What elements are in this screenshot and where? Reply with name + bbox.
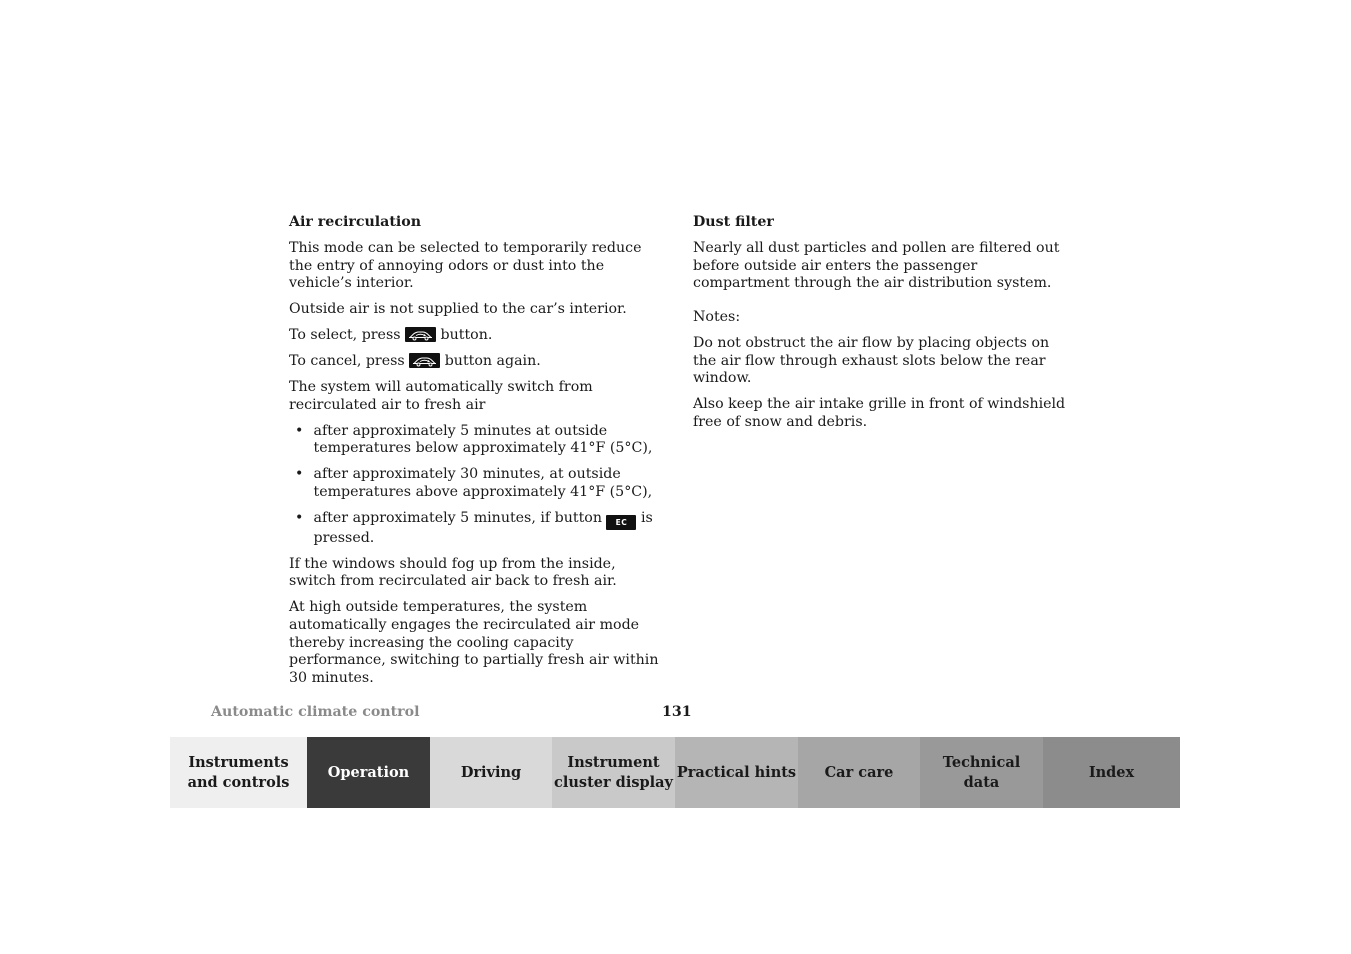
cancel-text-after: button again. — [444, 353, 541, 370]
tab-instruments-and-controls[interactable]: Instruments and controls — [170, 737, 307, 808]
air-recirculation-heading: Air recirculation — [289, 214, 422, 230]
list-item — [289, 510, 661, 548]
bullet-icon: • — [295, 422, 304, 439]
cancel-text-before: To cancel, press — [289, 353, 405, 370]
tab-operation[interactable]: Operation — [307, 737, 430, 808]
dust-filter-description: Nearly all dust particles and pollen are filtered out before outside air enters the passenger compartment through the air distribution system. — [693, 240, 1060, 292]
tab-technical-data[interactable]: Technical data — [920, 737, 1043, 808]
high-temperature-note: At high outside temperatures, the system automatically engages the recirculated air mode thereby increasing the cooling capacity performance, switching to partially fresh air within 30 minutes. — [289, 599, 659, 686]
left-column — [289, 212, 661, 696]
airflow-note: Do not obstruct the air flow by placing objects on the air flow through exhaust slots below the rear window. — [693, 335, 1050, 387]
list-item-text-before: after approximately 5 minutes, if button — [313, 509, 602, 526]
cancel-instruction — [289, 353, 661, 371]
intake-grille-note: Also keep the air intake grille in front of windshield free of snow and debris. — [693, 396, 1066, 430]
list-item-text-after: is pressed. — [313, 509, 653, 546]
bullet-icon: • — [295, 466, 304, 483]
list-item-text: after approximately 30 minutes, at outside temperatures above approximately 41°F (5°C), — [313, 466, 653, 500]
tab-driving[interactable]: Driving — [430, 737, 552, 808]
list-item — [289, 466, 661, 501]
ec-button-icon: EC — [606, 515, 636, 530]
auto-switch-intro: The system will automatically switch from recirculated air to fresh air — [289, 379, 593, 413]
list-item — [289, 423, 661, 458]
right-column — [693, 212, 1068, 440]
notes-label: Notes: — [693, 309, 741, 326]
outside-air-note: Outside air is not supplied to the car’s interior. — [289, 301, 627, 318]
recirculation-car-icon — [405, 327, 436, 342]
tab-index[interactable]: Index — [1043, 737, 1180, 808]
auto-switch-list — [289, 423, 661, 548]
recirculation-car-icon — [409, 353, 440, 368]
tab-practical-hints[interactable]: Practical hints — [675, 737, 798, 808]
page-number: 131 — [662, 704, 692, 720]
list-item-text: after approximately 5 minutes at outside temperatures below approximately 41°F (5°C), — [313, 422, 653, 457]
tab-car-care[interactable]: Car care — [798, 737, 920, 808]
select-instruction — [289, 327, 661, 345]
select-text-before: To select, press — [289, 327, 401, 344]
select-text-after: button. — [440, 327, 493, 344]
section-title: Automatic climate control — [211, 704, 420, 720]
dust-filter-heading: Dust filter — [693, 214, 774, 230]
spacer — [693, 301, 1068, 309]
tab-instrument-cluster-display[interactable]: Instrument cluster display — [552, 737, 675, 808]
fog-instruction: If the windows should fog up from the inside, switch from recirculated air back to fresh air. — [289, 555, 617, 590]
recirculation-intro: This mode can be selected to temporarily reduce the entry of annoying odors or dust into the vehicle’s interior. — [289, 240, 642, 292]
chapter-tab-bar — [170, 737, 1180, 808]
bullet-icon: • — [295, 509, 304, 526]
